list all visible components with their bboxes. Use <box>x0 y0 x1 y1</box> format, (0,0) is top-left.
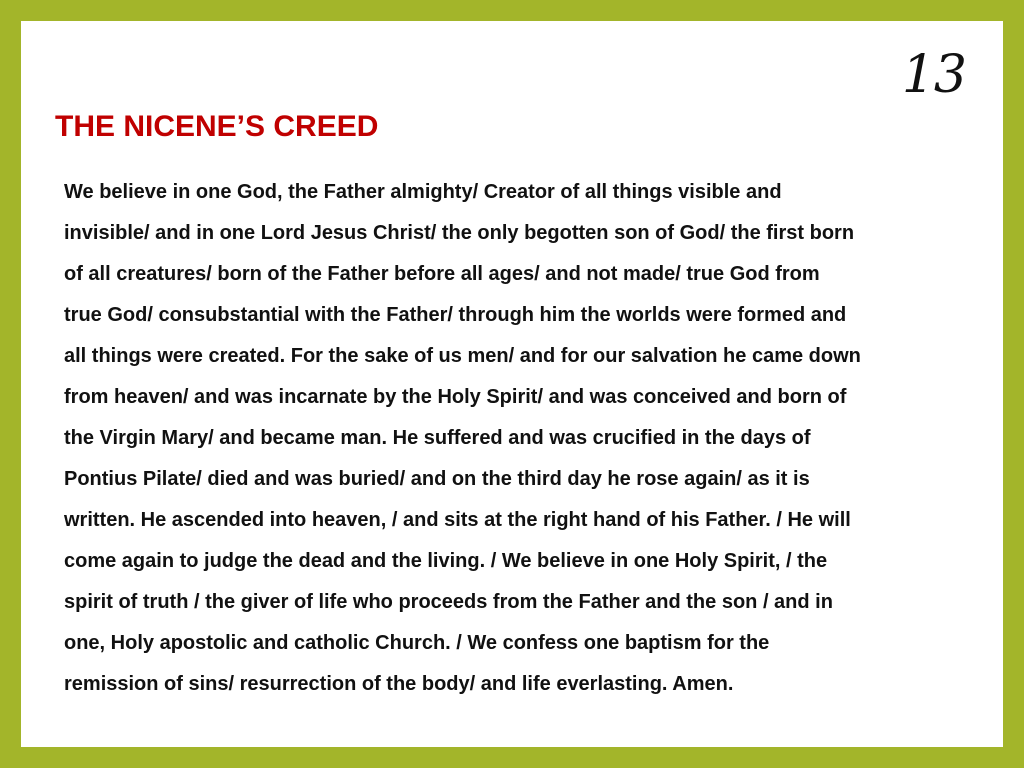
text-line: true God/ consubstantial with the Father/ through him the worlds were formed and <box>64 304 847 326</box>
creed-text <box>64 172 861 705</box>
text-line: from heaven/ and was incarnate by the Holy Spirit/ and was conceived and born of <box>64 386 847 408</box>
slide-title: THE NICENE’S CREED <box>55 110 379 143</box>
text-line: the Virgin Mary/ and became man. He suffered and was crucified in the days of <box>64 427 811 449</box>
text-line: We believe in one God, the Father almighty/ Creator of all things visible and <box>64 181 782 203</box>
page-number: 13 <box>901 45 966 105</box>
text-line: all things were created. For the sake of us men/ and for our salvation he came down <box>64 345 861 367</box>
text-line: one, Holy apostolic and catholic Church. / We confess one baptism for the <box>64 632 770 654</box>
text-line: invisible/ and in one Lord Jesus Christ/ the only begotten son of God/ the first born <box>64 222 855 244</box>
text-line: remission of sins/ resurrection of the body/ and life everlasting. Amen. <box>64 673 734 695</box>
text-line: of all creatures/ born of the Father before all ages/ and not made/ true God from <box>64 263 820 285</box>
text-line: written. He ascended into heaven, / and sits at the right hand of his Father. / He will <box>64 509 851 531</box>
text-line: spirit of truth / the giver of life who proceeds from the Father and the son / and in <box>64 591 833 613</box>
text-line: come again to judge the dead and the living. / We believe in one Holy Spirit, / the <box>64 550 828 572</box>
slide <box>21 21 1003 747</box>
text-line: Pontius Pilate/ died and was buried/ and on the third day he rose again/ as it is <box>64 468 810 490</box>
